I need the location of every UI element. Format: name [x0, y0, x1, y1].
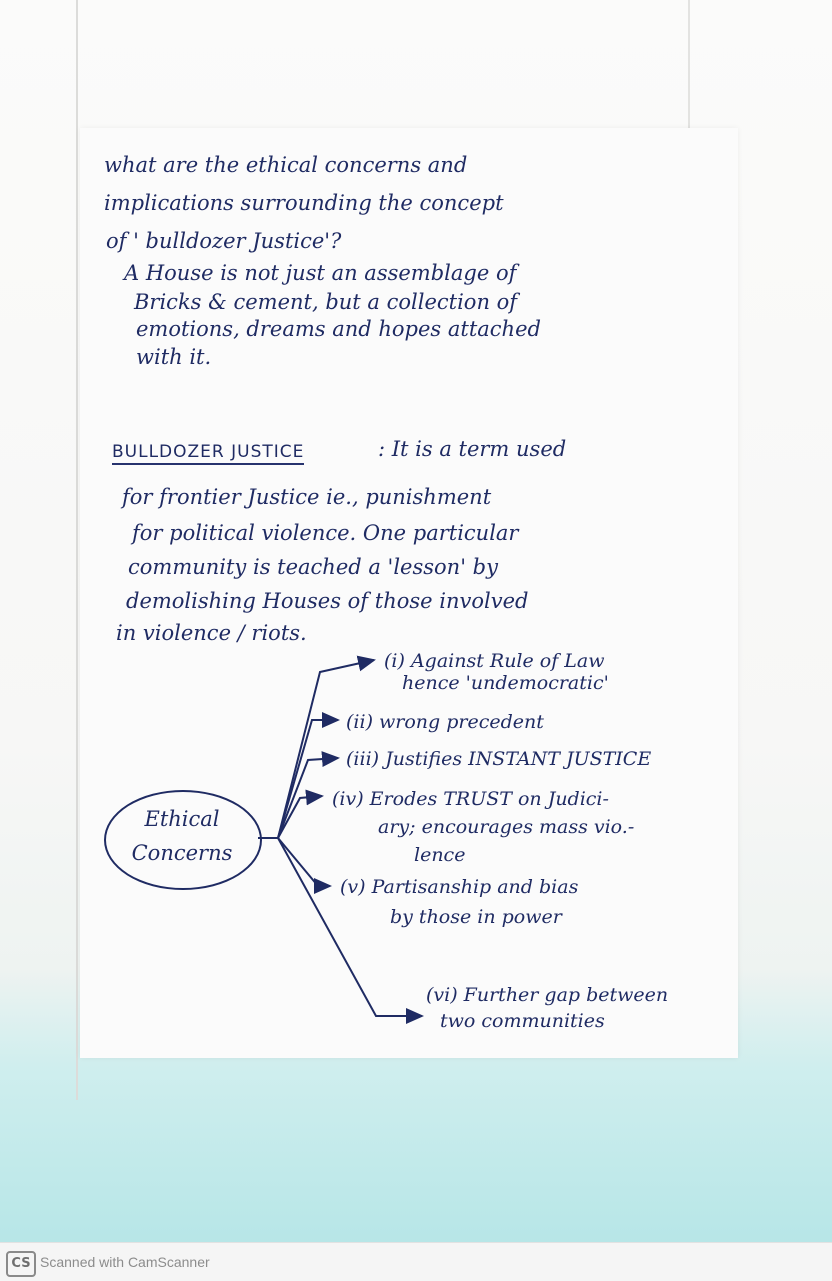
intro-line-4: with it. [136, 345, 212, 369]
branch-5-line-2: by those in power [390, 906, 562, 928]
branch-4-line-3: lence [414, 844, 466, 866]
branch-6-line-2: two communities [440, 1010, 605, 1032]
camscanner-watermark-text: Scanned with CamScanner [40, 1254, 210, 1270]
intro-line-2: Bricks & cement, but a collection of [134, 290, 518, 314]
branch-5-line-1: (v) Partisanship and bias [340, 876, 579, 898]
camscanner-footer [0, 1242, 832, 1281]
branch-4-line-1: (iv) Erodes TRUST on Judici- [332, 788, 609, 810]
definition-line-6: in violence / riots. [116, 621, 307, 645]
branch-1-line-1: (i) Against Rule of Law [384, 650, 605, 672]
definition-line-2: for frontier Justice ie., punishment [122, 485, 492, 509]
connector-branch-5 [278, 838, 330, 886]
branch-1-line-2: hence 'undemocratic' [402, 672, 609, 694]
question-line-2: implications surrounding the concept [104, 191, 504, 215]
definition-line-5: demolishing Houses of those involved [126, 589, 529, 613]
intro-line-1: A House is not just an assemblage of [124, 261, 517, 285]
branch-6-line-1: (vi) Further gap between [426, 984, 669, 1006]
branch-4-line-2: ary; encourages mass vio.- [378, 816, 635, 838]
definition-line-4: community is teached a 'lesson' by [128, 555, 498, 579]
camscanner-logo: CS [6, 1251, 36, 1277]
branch-3: (iii) Justifies INSTANT JUSTICE [346, 748, 652, 770]
ethical-concerns-label [108, 802, 256, 870]
center-label-line-1: Ethical [144, 807, 220, 831]
definition-line-1: : It is a term used [378, 437, 567, 461]
definition-line-3: for political violence. One particular [132, 521, 519, 545]
intro-line-3: emotions, dreams and hopes attached [136, 317, 541, 341]
center-label-line-2: Concerns [131, 841, 233, 865]
question-line-1: what are the ethical concerns and [104, 153, 468, 177]
branch-2: (ii) wrong precedent [346, 711, 544, 733]
question-line-3: of ' bulldozer Justice'? [106, 229, 342, 253]
definition-heading-text: BULLDOZER JUSTICE [112, 442, 304, 465]
